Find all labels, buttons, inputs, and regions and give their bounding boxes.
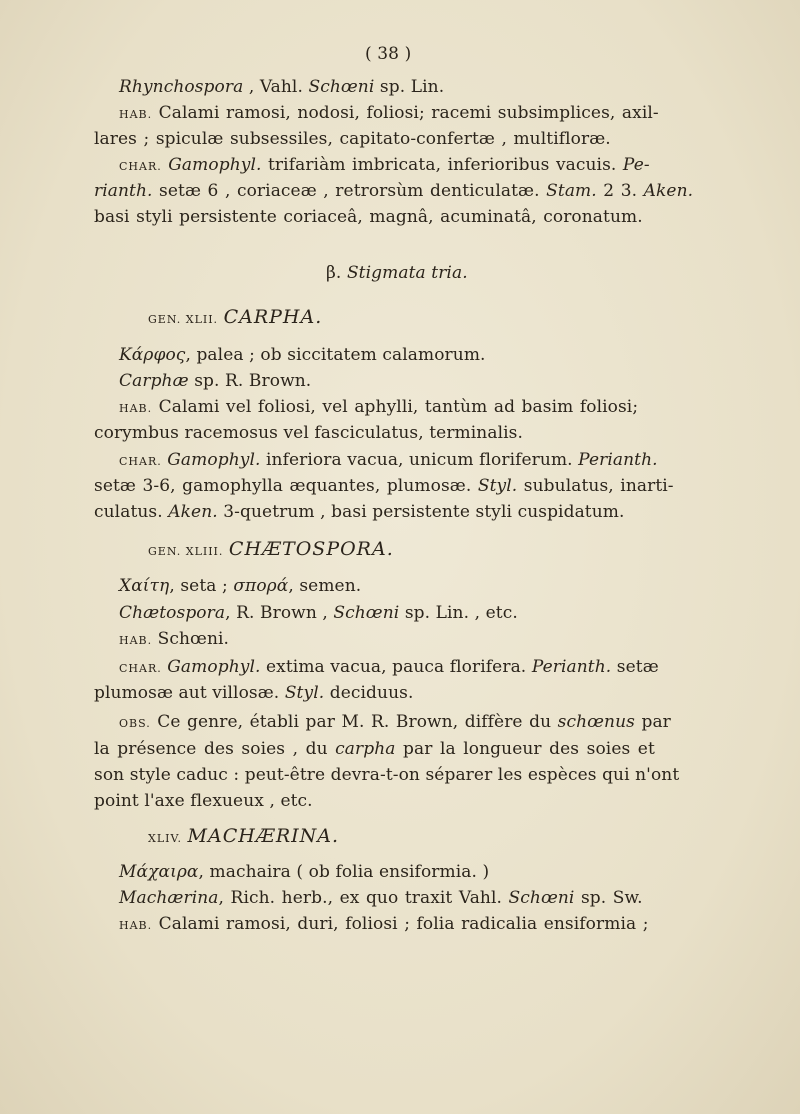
text: plumosæ aut villosæ. (94, 683, 285, 703)
genus-heading (148, 307, 322, 330)
text-line-10 (119, 371, 311, 391)
text: sp. R. Brown. (188, 371, 312, 391)
greek-word: σπορά (233, 576, 289, 596)
term: rianth. (94, 181, 153, 201)
text: lares ; spiculæ subsessiles, capitato-confertæ , multifloræ. (94, 129, 611, 149)
text-line-28 (119, 888, 643, 908)
term: Perianth. (578, 450, 658, 470)
term: Stam. (546, 181, 597, 201)
greek-word: Μάχαιρα (119, 862, 199, 882)
term: Chætospora (119, 603, 226, 623)
text-line-12 (94, 423, 523, 443)
text: son style caduc : peut-être devra-t-on séparer les espèces qui n'ont (94, 765, 680, 785)
section-label: HAB. (119, 402, 153, 415)
term: Styl. (284, 683, 325, 703)
text: Schœni. (152, 629, 230, 649)
text: corymbus racemosus vel fasciculatus, terminalis. (94, 423, 523, 443)
section-label: CHAR. (119, 455, 162, 468)
section-label: HAB. (119, 108, 153, 121)
term: Aken. (168, 502, 218, 522)
text: inferiora vacua, unicum floriferum. (260, 450, 579, 470)
subheading-beta (326, 263, 468, 283)
text-line-1 (119, 77, 444, 97)
text: basi styli persistente coriaceâ, magnâ, acuminatâ, coronatum. (94, 207, 643, 227)
text: extima vacua, pauca florifera. (260, 657, 532, 677)
text-line-23 (94, 739, 655, 759)
text: Calami vel foliosi, vel aphylli, tantùm ad basim foliosi; (152, 397, 639, 417)
text: setæ (611, 657, 659, 677)
term: Gamophyl. (167, 450, 261, 470)
text-line-24 (94, 765, 679, 785)
text: sp. Sw. (574, 888, 643, 908)
section-label: HAB. (119, 919, 153, 932)
genus-heading (148, 826, 339, 849)
text: trifariàm imbricata, inferioribus vacuis. (261, 155, 623, 175)
text-line-14 (94, 476, 674, 496)
text: deciduus. (324, 683, 414, 703)
text: point l'axe flexueux , etc. (94, 791, 313, 811)
genus-title: CARPHA. (223, 306, 323, 328)
text-line-25 (94, 791, 313, 811)
text-line-15 (94, 502, 625, 522)
text: , Rich. herb., ex quo traxit Vahl. (218, 888, 509, 908)
text-line-21 (94, 683, 413, 703)
text-line-17 (119, 576, 361, 596)
text-line-22 (119, 712, 671, 734)
text: β. (326, 263, 347, 283)
text: sp. Lin. , etc. (399, 603, 518, 623)
genus-heading (148, 539, 394, 562)
section-label: OBS. (119, 717, 151, 730)
text-line-20 (119, 657, 659, 679)
text-line-27 (119, 862, 489, 882)
text: , R. Brown , (225, 603, 334, 623)
term: Schœni (508, 888, 575, 908)
text: setæ 3-6, gamophylla æquantes, plumosæ. (94, 476, 478, 496)
text-line-29 (119, 914, 649, 936)
term: carpha (335, 739, 396, 759)
text: culatus. (94, 502, 169, 522)
text: setæ 6 , coriaceæ , retrorsùm denticulatæ. (152, 181, 547, 201)
genus-ref: Schœni (308, 77, 375, 97)
genus-number: GEN. XLII. (148, 313, 219, 326)
text-line-5 (94, 181, 693, 201)
page-number: ( 38 ) (365, 44, 412, 64)
text: sp. Lin. (374, 77, 445, 97)
text: Calami ramosi, duri, foliosi ; folia radicalia ensiformia ; (152, 914, 649, 934)
text-line-4 (119, 155, 650, 177)
text-line-9 (119, 345, 486, 365)
text: par (634, 712, 671, 732)
term: Aken. (643, 181, 694, 201)
text: Ce genre, établi par M. R. Brown, diffère du (150, 712, 558, 732)
text-line-3 (94, 129, 611, 149)
text-line-11 (119, 397, 638, 419)
term: Styl. (477, 476, 518, 496)
genus-number: XLIV. (148, 832, 182, 845)
term: Gamophyl. (168, 155, 262, 175)
term: Pe- (622, 155, 650, 175)
text-line-6 (94, 207, 643, 227)
text: Calami ramosi, nodosi, foliosi; racemi subsimplices, axil- (152, 103, 659, 123)
greek-word: Χαίτη (119, 576, 170, 596)
section-label: HAB. (119, 634, 153, 647)
text: 2 3. (596, 181, 644, 201)
text: , seta ; (169, 576, 234, 596)
section-label: CHAR. (119, 160, 162, 173)
genus-title: CHÆTOSPORA. (228, 538, 394, 560)
term: Stigmata tria. (346, 263, 468, 283)
term: Machærina (119, 888, 219, 908)
text-line-13 (119, 450, 658, 472)
text: 3-quetrum , basi persistente styli cuspidatum. (217, 502, 625, 522)
text-line-18 (119, 603, 518, 623)
text: la présence des soies , du (94, 739, 336, 759)
genus-title: MACHÆRINA. (187, 825, 340, 847)
text: , semen. (288, 576, 362, 596)
term: Gamophyl. (167, 657, 261, 677)
greek-word: Κάρφος (119, 345, 186, 365)
genus-name: Rhynchospora (119, 77, 244, 97)
text: , palea ; ob siccitatem calamorum. (185, 345, 486, 365)
term: Carphæ (119, 371, 189, 391)
term: Schœni (333, 603, 400, 623)
genus-number: GEN. XLIII. (148, 545, 224, 558)
text: subulatus, inarti- (517, 476, 674, 496)
text-line-2 (119, 103, 659, 125)
text-line-19 (119, 629, 229, 651)
term: Perianth. (531, 657, 612, 677)
text: , Vahl. (243, 77, 309, 97)
section-label: CHAR. (119, 662, 162, 675)
text: , machaira ( ob folia ensiformia. ) (198, 862, 490, 882)
text: par la longueur des soies et (395, 739, 655, 759)
term: schœnus (557, 712, 635, 732)
